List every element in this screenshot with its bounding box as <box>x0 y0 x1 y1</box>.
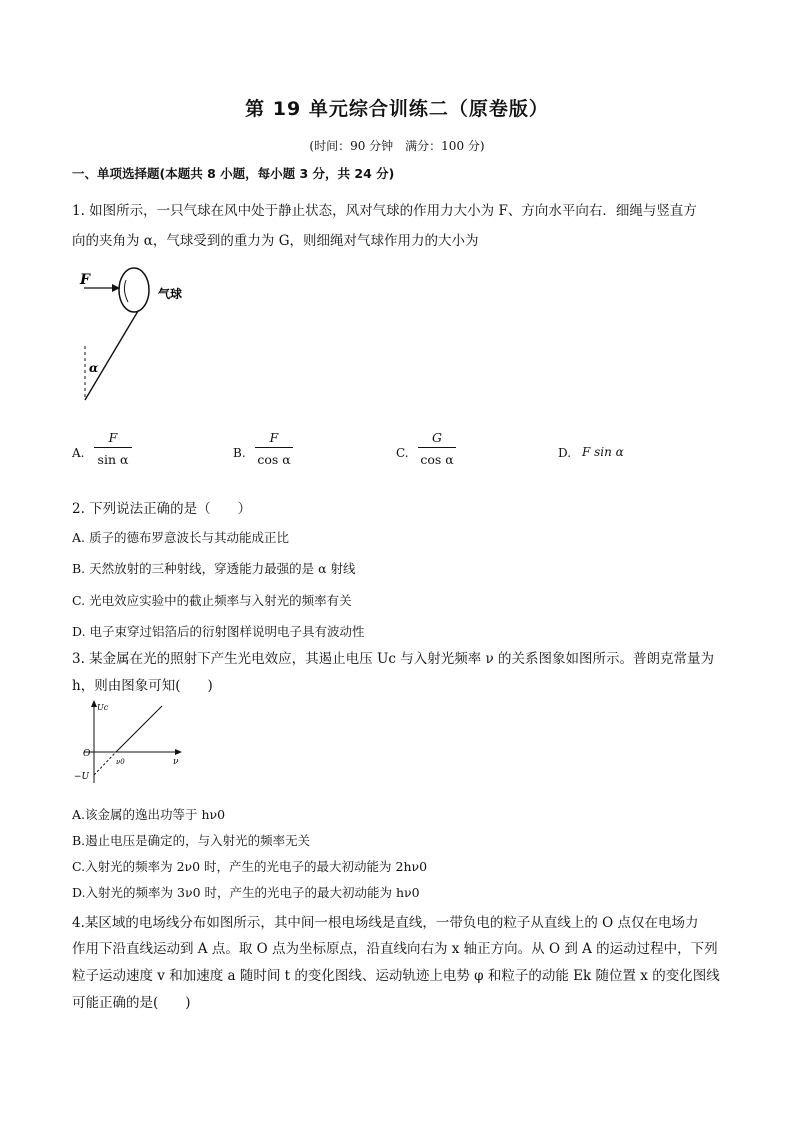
q1-stem-line2: 向的夹角为 α，气球受到的重力为 G，则细绳对气球作用力的大小为 <box>72 233 479 249</box>
q1-stem-line1: 1. 如图所示，一只气球在风中处于静止状态，风对气球的作用力大小为 F、方向水平向右．细绳与竖直方 <box>72 203 697 219</box>
q3-option-c[interactable]: C.入射光的频率为 2ν0 时，产生的光电子的最大初动能为 2hν0 <box>72 859 428 874</box>
q3-y-axis-label: Uc <box>97 703 109 712</box>
q2-option-b[interactable]: B. 天然放射的三种射线，穿透能力最强的是 α 射线 <box>72 561 356 576</box>
q1-balloon-label: 气球 <box>158 287 183 301</box>
q3-negative-intercept-label: −U <box>74 772 90 782</box>
q1-force-label: F <box>80 272 90 288</box>
q2-option-d[interactable]: D. 电子束穿过铝箔后的衍射图样说明电子具有波动性 <box>72 624 365 639</box>
q4-stem-line3: 粒子运动速度 v 和加速度 a 随时间 t 的变化图线、运动轨迹上电势 φ 和粒子的动能 Ek 随位置 x 的变化图线 <box>72 968 720 984</box>
q1-balloon-figure <box>76 262 206 404</box>
q3-stopping-voltage-graph <box>74 698 186 784</box>
q4-stem-line1: 4.某区域的电场线分布如图所示，其中间一根电场线是直线，一带负电的粒子从直线上的 O 点仅在电场力 <box>72 915 699 931</box>
q3-option-d[interactable]: D.入射光的频率为 3ν0 时，产生的光电子的最大初动能为 hν0 <box>72 885 420 900</box>
q3-stem-line2: h，则由图象可知( ) <box>72 678 213 694</box>
q3-option-b[interactable]: B.遏止电压是确定的，与入射光的频率无关 <box>72 833 311 848</box>
q4-stem-line4: 可能正确的是( ) <box>72 995 191 1011</box>
q3-option-a[interactable]: A.该金属的逸出功等于 hν0 <box>72 807 226 822</box>
q1-angle-label: α <box>89 361 99 375</box>
exam-time-score: (时间：90 分钟 满分：100 分) <box>309 139 485 153</box>
q2-option-c[interactable]: C. 光电效应实验中的截止频率与入射光的频率有关 <box>72 593 352 608</box>
q3-stem-line1: 3. 某金属在光的照射下产生光电效应，其遏止电压 Uc 与入射光频率 ν 的关系图象如图所示。普朗克常量为 <box>72 651 714 667</box>
q3-threshold-label: ν0 <box>116 758 125 766</box>
q3-origin-label: O <box>83 749 91 759</box>
q3-x-axis-label: ν <box>173 757 179 767</box>
page-title: 第 19 单元综合训练二（原卷版） <box>245 98 549 120</box>
q2-option-a[interactable]: A. 质子的德布罗意波长与其动能成正比 <box>72 530 289 545</box>
q2-stem: 2. 下列说法正确的是（ ） <box>72 501 252 517</box>
exam-page: 第 19 单元综合训练二（原卷版） (时间：90 分钟 满分：100 分) 一、单项选择题(本题共 8 小题，每小题 3 分，共 24 分) 1. 如图所示，一只气球在风中处于静止状态，风对气球的作用力大小为 F、方向水平向右．细绳与竖直方 向的夹角为 α，气球受到的重力为 G，则细绳对气球作用力的大小为 F 气球 α A. F sin α B. F cos α C. G cos α D. F sin α 2. 下列说法正确的是（ ） A. 质子的德布罗意波长与其动能成正比 B. 天然放射的三种射线，穿透能力最强的是 α 射线 C. 光电效应实验中的截止频率与入射光的频率有关 D. 电子束穿过铝箔后的衍射图样说明电子具有波动性 3. 某金属在光的照射下产生光电效应，其遏止电压 Uc 与入射光频率 ν 的关系图象如图所示。普朗克常量为 h，则由图象可知( ) Uc ν O ν0 −U A.该金属的逸出功等于 hν0 B.遏止电压是确定的，与入射光的频率无关 C.入射光的频率为 2ν0 时，产生的光电子的最大初动能为 2hν0 D.入射光的频率为 3ν0 时，产生的光电子的最大初动能为 hν0 4.某区域的电场线分布如图所示，其中间一根电场线是直线，一带负电的粒子从直线上的 O 点仅在电场力 作用下沿直线运动到 A 点。取 O 点为坐标原点，沿直线向右为 x 轴正方向。从 O 到 A 的运动过程中，下列 粒子运动速度 v 和加速度 a 随时间 t 的变化图线、运动轨迹上电势 φ 和粒子的动能 Ek 随位置 x 的变化图线 可能正确的是( ) <box>0 0 794 1123</box>
section-heading: 一、单项选择题(本题共 8 小题，每小题 3 分，共 24 分) <box>72 166 395 181</box>
q4-stem-line2: 作用下沿直线运动到 A 点。取 O 点为坐标原点，沿直线向右为 x 轴正方向。从 O 到 A 的运动过程中，下列 <box>72 941 718 957</box>
